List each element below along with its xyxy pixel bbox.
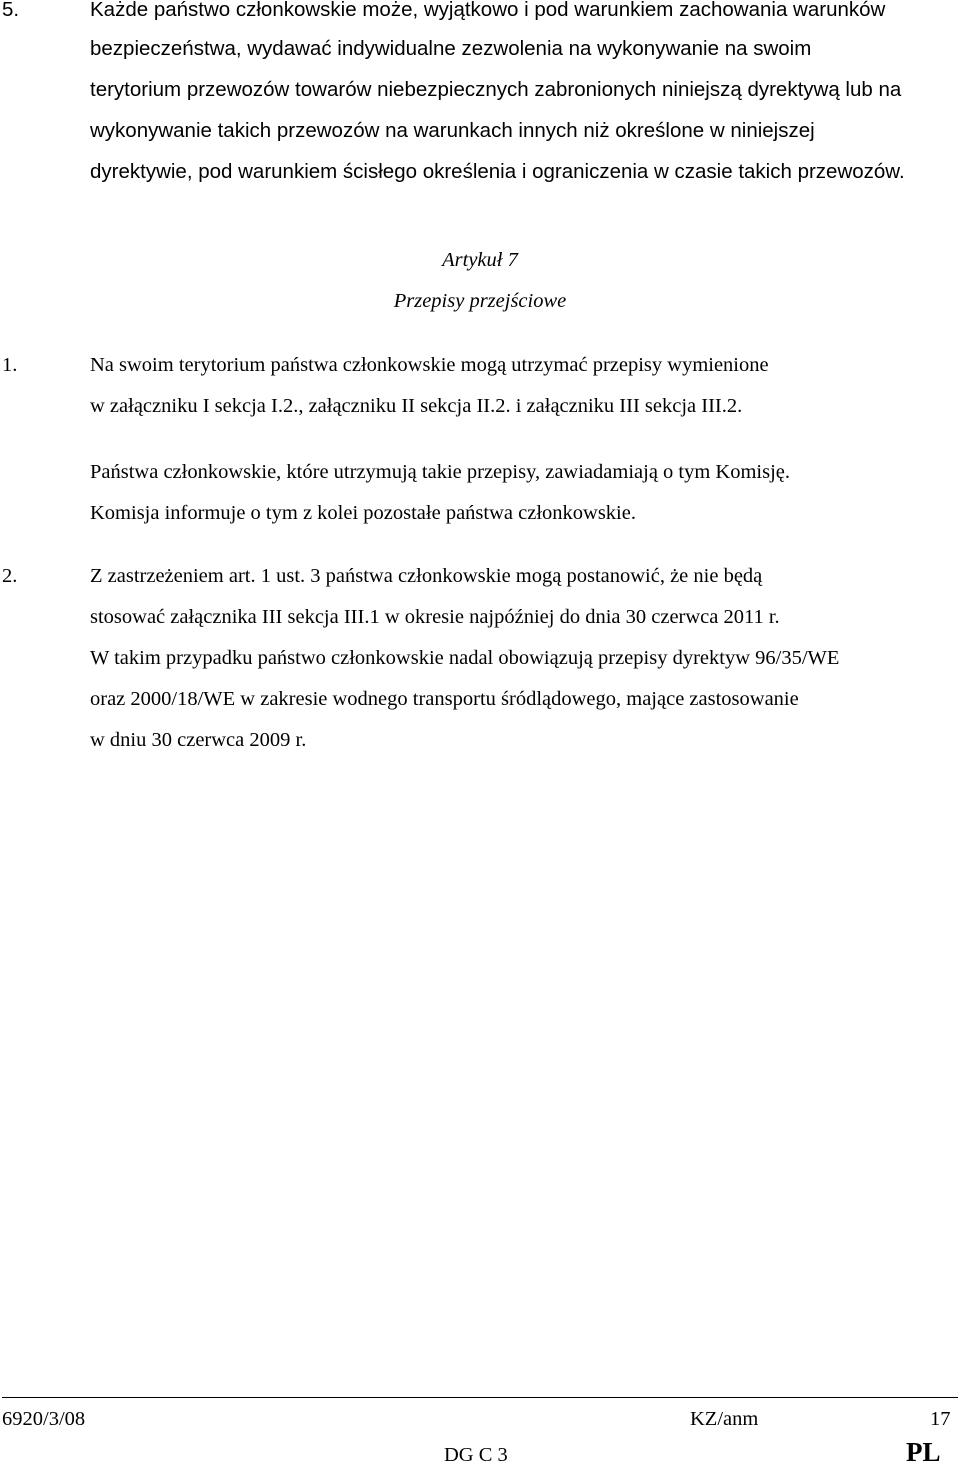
paragraph-1-line-2: w załączniku I sekcja I.2., załączniku II sekcja II.2. i załączniku III sekcja III.2. [90,395,743,417]
paragraph-5-line-3: terytorium przewozów towarów niebezpiecznych zabronionych niniejszą dyrektywą lub na [90,78,902,101]
paragraph-2-number: 2. [2,565,18,587]
paragraph-5-line-1: Każde państwo członkowskie może, wyjątkowo i pod warunkiem zachowania warunków [90,0,886,21]
paragraph-2-line-5: w dniu 30 czerwca 2009 r. [90,729,307,751]
paragraph-2-line-1: Z zastrzeżeniem art. 1 ust. 3 państwa członkowskie mogą postanowić, że nie będą [90,565,763,587]
paragraph-2-line-2: stosować załącznika III sekcja III.1 w okresie najpóźniej do dnia 30 czerwca 2011 r. [90,606,780,628]
article-subheading: Przepisy przejściowe [393,290,567,312]
paragraph-2-line-4: oraz 2000/18/WE w zakresie wodnego transportu śródlądowego, mające zastosowanie [90,688,799,710]
footer-divider [2,1397,958,1398]
paragraph-2-line-3: W takim przypadku państwo członkowskie nadal obowiązują przepisy dyrektyw 96/35/WE [90,647,840,669]
paragraph-5-line-4: wykonywanie takich przewozów na warunkach innych niż określone w niniejszej [90,119,815,142]
paragraph-1-subline-1: Państwa członkowskie, które utrzymują takie przepisy, zawiadamiają o tym Komisję. [90,461,791,483]
paragraph-1-subline-2: Komisja informuje o tym z kolei pozostałe państwa członkowskie. [90,502,636,524]
paragraph-5-number: 5. [2,0,20,21]
paragraph-5-line-5: dyrektywie, pod warunkiem ścisłego określenia i ograniczenia w czasie takich przewozów. [90,160,905,183]
paragraph-1-number: 1. [2,354,18,376]
paragraph-1-line-1: Na swoim terytorium państwa członkowskie mogą utrzymać przepisy wymienione [90,354,769,376]
paragraph-5-line-2: bezpieczeństwa, wydawać indywidualne zezwolenia na wykonywanie na swoim [90,37,812,60]
article-heading: Artykuł 7 [442,249,518,271]
footer-page-number: 17 [930,1408,951,1430]
footer-initials: KZ/anm [690,1408,759,1430]
footer-directorate: DG C 3 [444,1444,508,1466]
footer-language-code: PL [906,1437,941,1467]
footer-reference: 6920/3/08 [2,1408,86,1430]
